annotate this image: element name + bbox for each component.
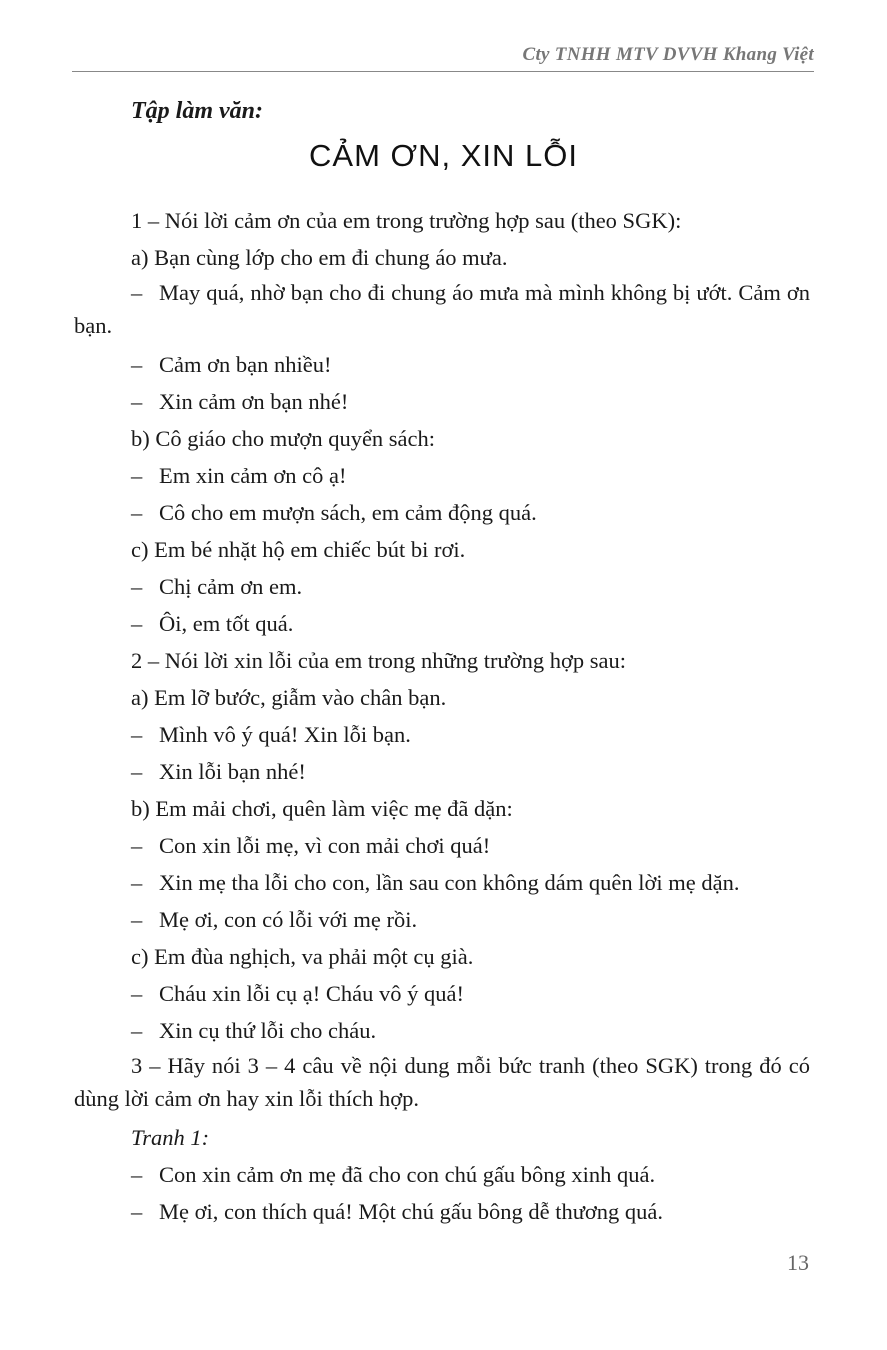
paragraph (74, 202, 810, 239)
publisher-header: Cty TNHH MTV DVVH Khang Việt (522, 44, 814, 65)
dash-marker: – (131, 833, 143, 858)
paragraph (74, 1119, 810, 1156)
paragraph-text: Tranh 1: (131, 1125, 210, 1150)
paragraph-text: Cảm ơn bạn nhiều! (159, 352, 332, 377)
paragraph-text: Chị cảm ơn em. (159, 574, 303, 599)
paragraph (74, 642, 810, 679)
dash-marker: – (131, 389, 143, 414)
paragraph-text: Mẹ ơi, con thích quá! Một chú gấu bông dễ thương quá. (159, 1199, 664, 1224)
paragraph (74, 1049, 810, 1115)
dash-marker: – (131, 981, 143, 1006)
paragraph-text: Mình vô ý quá! Xin lỗi bạn. (159, 722, 411, 747)
paragraph (74, 531, 810, 568)
paragraph (74, 938, 810, 975)
dash-marker: – (131, 907, 143, 932)
paragraph-text: Ôi, em tốt quá. (159, 611, 294, 636)
dash-marker: – (131, 759, 143, 784)
paragraph (74, 1193, 810, 1230)
paragraph (74, 276, 810, 342)
paragraph (74, 457, 810, 494)
paragraph-text: a) Bạn cùng lớp cho em đi chung áo mưa. (131, 245, 508, 270)
paragraph (74, 901, 810, 938)
paragraph-text: Cháu xin lỗi cụ ạ! Cháu vô ý quá! (159, 981, 464, 1006)
paragraph-text: b) Em mải chơi, quên làm việc mẹ đã dặn: (131, 796, 513, 821)
paragraph (74, 420, 810, 457)
paragraph (74, 605, 810, 642)
paragraph-text: Xin cảm ơn bạn nhé! (159, 389, 349, 414)
paragraph (74, 679, 810, 716)
paragraph-text: Con xin cảm ơn mẹ đã cho con chú gấu bông xinh quá. (159, 1162, 656, 1187)
paragraph (74, 1012, 810, 1049)
dash-marker: – (131, 870, 143, 895)
dash-marker: – (131, 611, 143, 636)
paragraph (74, 346, 810, 383)
paragraph (74, 494, 810, 531)
dash-marker: – (131, 500, 143, 525)
paragraph-text: Con xin lỗi mẹ, vì con mải chơi quá! (159, 833, 491, 858)
paragraph (74, 239, 810, 276)
dash-marker: – (131, 1018, 143, 1043)
dash-marker: – (131, 574, 143, 599)
dash-marker: – (131, 1162, 143, 1187)
paragraph-text: b) Cô giáo cho mượn quyển sách: (131, 426, 436, 451)
page-number: 13 (787, 1250, 809, 1275)
paragraph (74, 864, 810, 901)
dash-marker: – (131, 722, 143, 747)
paragraph-text: Mẹ ơi, con có lỗi với mẹ rồi. (159, 907, 418, 932)
paragraph (74, 790, 810, 827)
paragraph-text: May quá, nhờ bạn cho đi chung áo mưa mà mình không bị ướt. Cảm ơn bạn. (74, 280, 810, 338)
header-divider (72, 71, 814, 72)
page-title: CẢM ƠN, XIN LỖI (309, 138, 578, 173)
paragraph-text: Em xin cảm ơn cô ạ! (159, 463, 347, 488)
paragraph-text: Xin mẹ tha lỗi cho con, lần sau con không dám quên lời mẹ dặn. (159, 870, 740, 895)
dash-marker: – (131, 352, 143, 377)
paragraph-text: a) Em lỡ bước, giẫm vào chân bạn. (131, 685, 447, 710)
dash-marker: – (131, 1199, 143, 1224)
paragraph-text: Cô cho em mượn sách, em cảm động quá. (159, 500, 537, 525)
paragraph (74, 716, 810, 753)
paragraph-text: Xin lỗi bạn nhé! (159, 759, 306, 784)
paragraph (74, 827, 810, 864)
paragraph-text: Xin cụ thứ lỗi cho cháu. (159, 1018, 377, 1043)
paragraph (74, 568, 810, 605)
paragraph-text: 3 – Hãy nói 3 – 4 câu về nội dung mỗi bức tranh (theo SGK) trong đó có dùng lời cảm ơn hay xin lỗi thích hợp. (74, 1053, 810, 1111)
paragraph (74, 1156, 810, 1193)
paragraph (74, 753, 810, 790)
dash-marker: – (131, 280, 143, 305)
dash-marker: – (131, 463, 143, 488)
paragraph-text: 2 – Nói lời xin lỗi của em trong những trường hợp sau: (131, 648, 627, 673)
document-body (74, 202, 810, 1230)
section-label: Tập làm văn: (131, 98, 263, 124)
paragraph (74, 975, 810, 1012)
paragraph (74, 383, 810, 420)
paragraph-text: 1 – Nói lời cảm ơn của em trong trường hợp sau (theo SGK): (131, 208, 682, 233)
paragraph-text: c) Em đùa nghịch, va phải một cụ già. (131, 944, 474, 969)
paragraph-text: c) Em bé nhặt hộ em chiếc bút bi rơi. (131, 537, 466, 562)
